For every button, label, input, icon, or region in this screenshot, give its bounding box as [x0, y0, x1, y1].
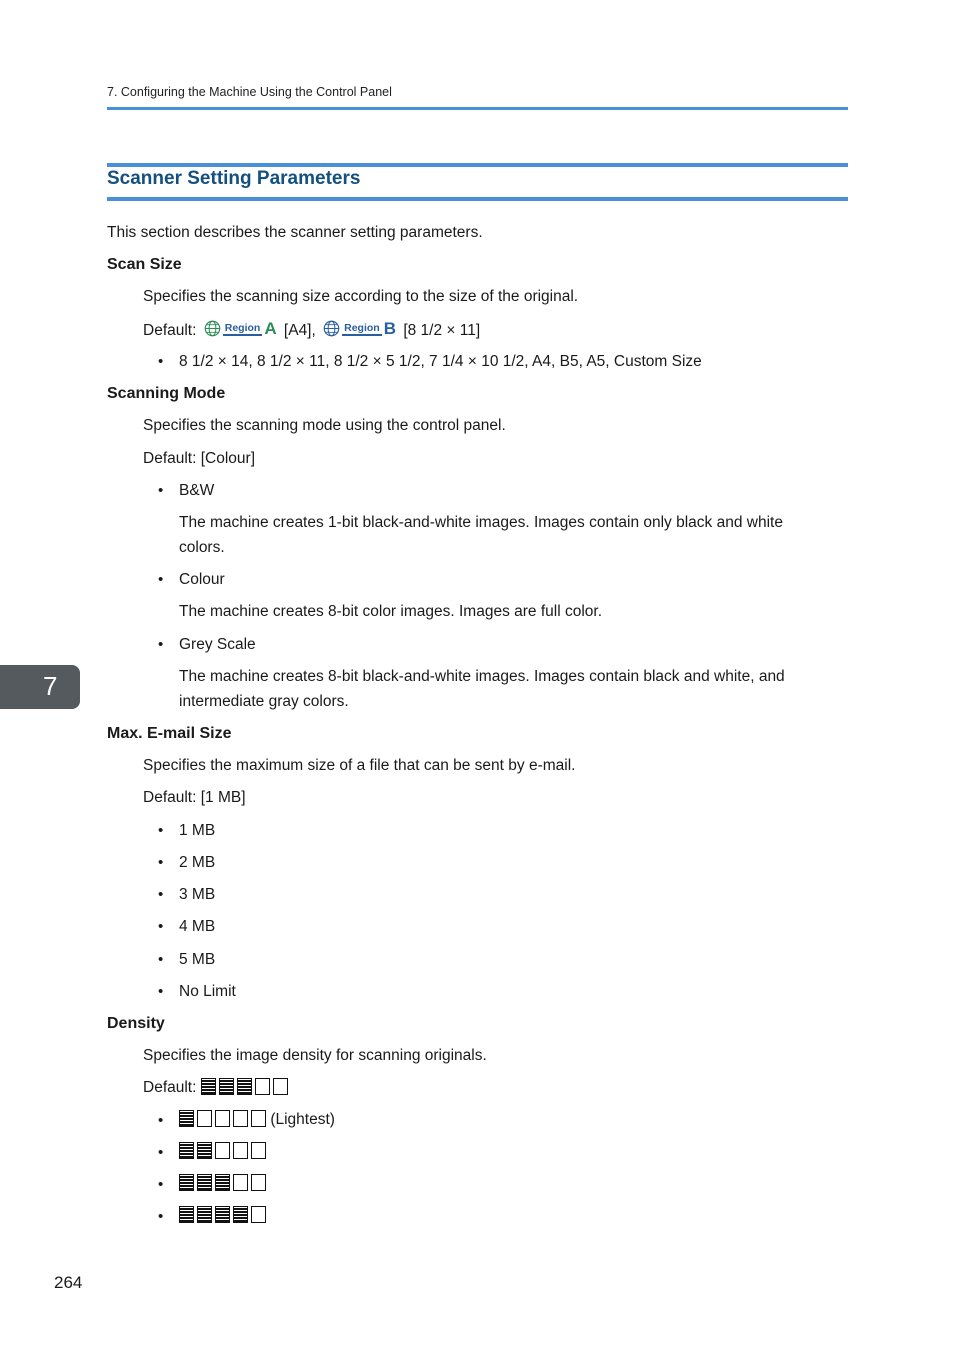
max-email-default: Default: [1 MB] [143, 789, 246, 806]
section-intro: This section describes the scanner setting parameters. [107, 224, 483, 241]
density-filled-box [179, 1110, 194, 1127]
page-number: 264 [54, 1273, 83, 1292]
density-empty-box [233, 1142, 248, 1159]
density-empty-box [251, 1174, 266, 1191]
density-filled-box [179, 1206, 194, 1223]
region-word: Region [224, 321, 261, 334]
mode-option-colour: Colour [179, 571, 225, 588]
density-empty-box [215, 1142, 230, 1159]
density-empty-box [255, 1078, 270, 1095]
density-filled-box [179, 1174, 194, 1191]
email-option: 3 MB [179, 886, 216, 903]
mode-option-bw-desc-cont: colors. [179, 539, 225, 556]
bullet-icon: • [158, 353, 164, 370]
scan-size-desc: Specifies the scanning size according to the size of the original. [143, 288, 579, 305]
bullet-icon: • [158, 1208, 164, 1225]
density-filled-box [215, 1174, 230, 1191]
email-option: 2 MB [179, 854, 216, 871]
section-title: Scanner Setting Parameters [107, 168, 361, 189]
density-filled-box [197, 1142, 212, 1159]
density-filled-box [201, 1078, 216, 1095]
mode-option-grey-desc: The machine creates 8-bit black-and-white images. Images contain black and white, and [179, 668, 785, 685]
density-level-icon [179, 1174, 266, 1191]
density-option [179, 1174, 266, 1194]
email-option: No Limit [179, 983, 236, 1000]
bullet-icon: • [158, 983, 164, 1000]
density-filled-box [215, 1206, 230, 1223]
density-heading: Density [107, 1015, 165, 1032]
mode-option-colour-desc: The machine creates 8-bit color images. Images are full color. [179, 603, 602, 620]
bullet-icon: • [158, 1176, 164, 1193]
globe-icon [204, 320, 221, 337]
email-option: 5 MB [179, 951, 216, 968]
scanning-mode-default: Default: [Colour] [143, 450, 255, 467]
density-option [179, 1142, 266, 1162]
bullet-icon: • [158, 886, 164, 903]
bullet-icon: • [158, 482, 164, 499]
density-level-icon [179, 1110, 266, 1127]
email-option: 4 MB [179, 918, 216, 935]
scan-size-heading: Scan Size [107, 256, 182, 273]
bullet-icon: • [158, 1144, 164, 1161]
density-filled-box [237, 1078, 252, 1095]
density-empty-box [233, 1110, 248, 1127]
density-option-label: (Lightest) [270, 1111, 335, 1128]
bullet-icon: • [158, 822, 164, 839]
density-empty-box [273, 1078, 288, 1095]
density-empty-box [215, 1110, 230, 1127]
bullet-icon: • [158, 1112, 164, 1129]
region-word: Region [344, 321, 380, 334]
scan-size-options: 8 1/2 × 14, 8 1/2 × 11, 8 1/2 × 5 1/2, 7 1/4 × 10 1/2, A4, B5, A5, Custom Size [179, 353, 702, 370]
bullet-icon: • [158, 636, 164, 653]
density-option [179, 1110, 335, 1130]
region-b-letter: B [383, 319, 396, 338]
chapter-number: 7 [43, 671, 58, 701]
density-filled-box [219, 1078, 234, 1095]
bullet-icon: • [158, 918, 164, 935]
density-filled-box [197, 1174, 212, 1191]
density-desc: Specifies the image density for scanning originals. [143, 1047, 487, 1064]
density-level-icon [179, 1142, 266, 1159]
density-level-icon [179, 1206, 266, 1223]
bullet-icon: • [158, 854, 164, 871]
default-label: Default: [143, 1079, 197, 1096]
email-option: 1 MB [179, 822, 216, 839]
density-empty-box [251, 1142, 266, 1159]
density-empty-box [251, 1110, 266, 1127]
mode-option-bw-desc: The machine creates 1-bit black-and-white images. Images contain only black and white [179, 514, 783, 531]
section-rule-bottom [107, 197, 848, 201]
running-header: 7. Configuring the Machine Using the Control Panel [107, 85, 392, 99]
density-empty-box [197, 1110, 212, 1127]
mode-option-bw: B&W [179, 482, 215, 499]
bullet-icon: • [158, 571, 164, 588]
scanning-mode-heading: Scanning Mode [107, 385, 226, 402]
density-level-icon [201, 1078, 288, 1095]
bullet-icon: • [158, 951, 164, 968]
section-rule-top [107, 163, 848, 167]
density-filled-box [233, 1206, 248, 1223]
density-option [179, 1206, 266, 1226]
density-default [143, 1078, 288, 1098]
density-filled-box [179, 1142, 194, 1159]
header-rule [107, 107, 848, 110]
max-email-heading: Max. E-mail Size [107, 725, 232, 742]
mode-option-grey-desc-cont: intermediate gray colors. [179, 693, 349, 710]
density-filled-box [197, 1206, 212, 1223]
globe-icon [323, 320, 340, 337]
default-b-value: [8 1/2 × 11] [403, 322, 481, 339]
default-a-value: [A4], [283, 322, 316, 339]
region-b-badge [323, 320, 396, 337]
max-email-desc: Specifies the maximum size of a file that can be sent by e-mail. [143, 757, 576, 774]
scanning-mode-desc: Specifies the scanning mode using the control panel. [143, 417, 506, 434]
default-label: Default: [143, 322, 197, 339]
region-a-badge [204, 320, 277, 337]
density-empty-box [251, 1206, 266, 1223]
scan-size-default [143, 320, 480, 341]
region-a-letter: A [264, 319, 277, 338]
chapter-tab [0, 665, 80, 709]
mode-option-grey: Grey Scale [179, 636, 256, 653]
density-empty-box [233, 1174, 248, 1191]
